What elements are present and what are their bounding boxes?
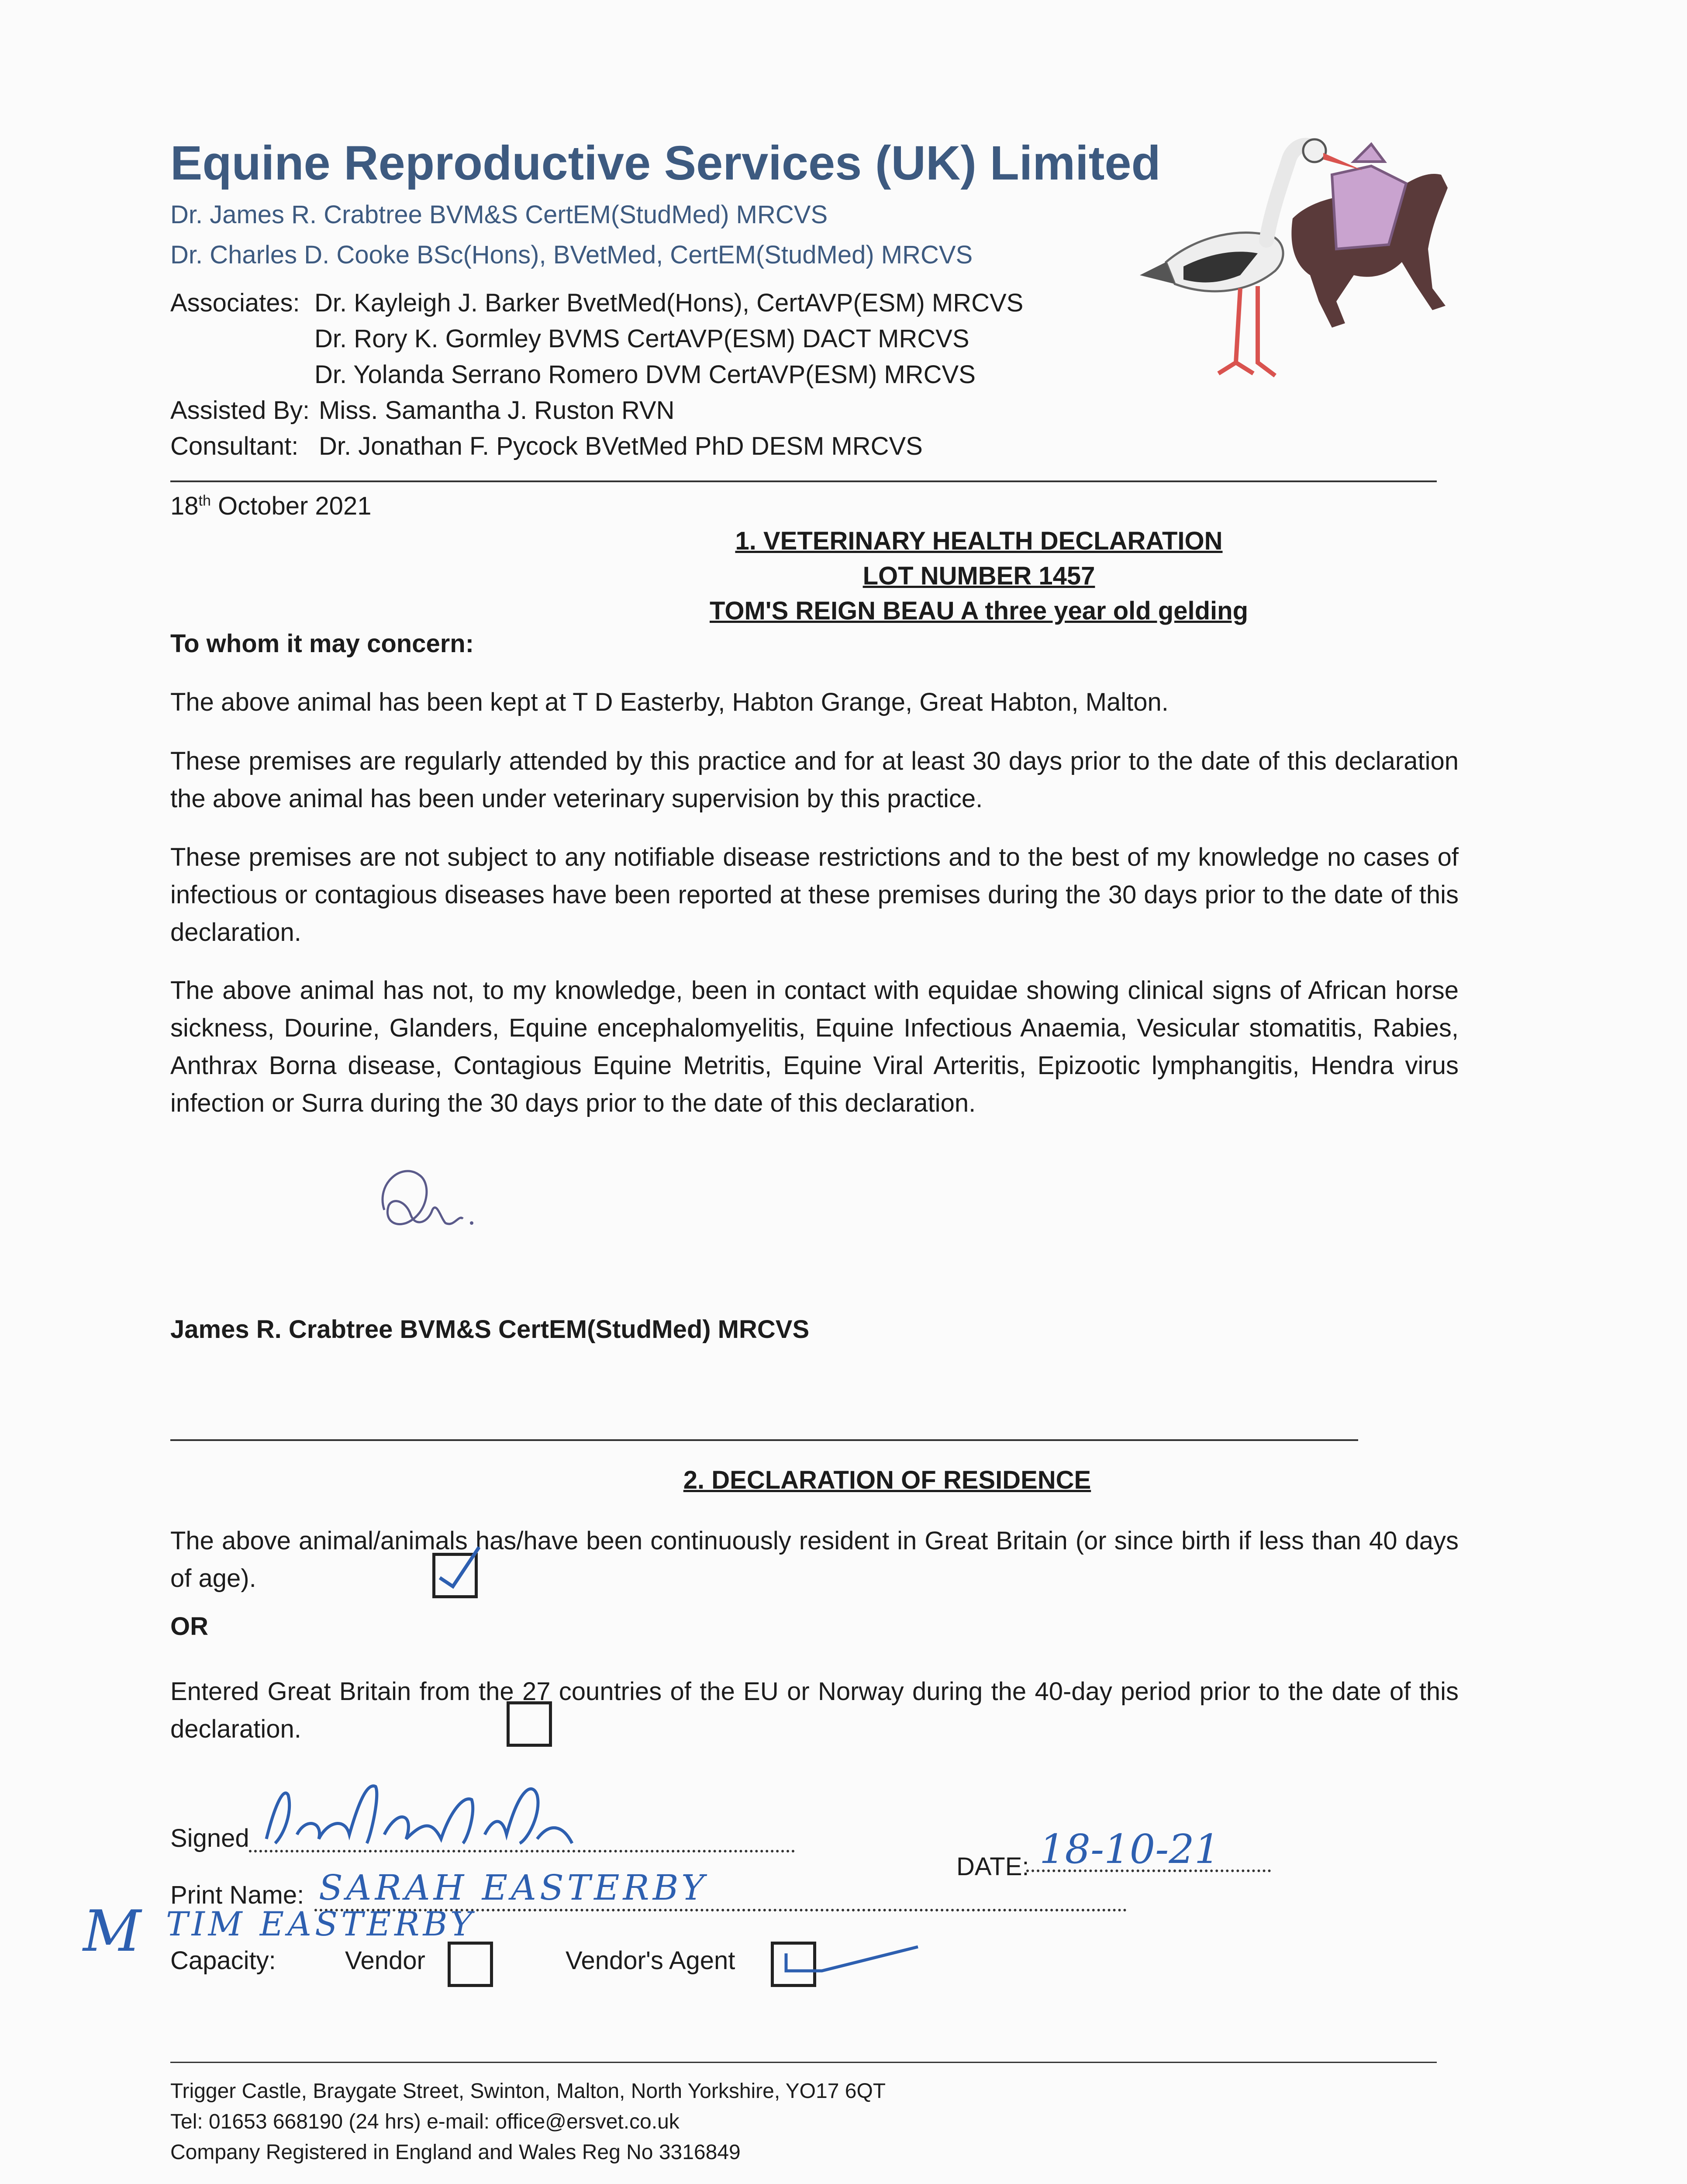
associate-1: Dr. Kayleigh J. Barker BvetMed(Hons), CertAVP(ESM) MRCVS bbox=[314, 289, 1024, 317]
agent-label: Vendor's Agent bbox=[566, 1946, 735, 1975]
vendor-checkbox[interactable] bbox=[448, 1942, 493, 1987]
alt-name-prefix: M bbox=[83, 1898, 141, 1964]
stork-horse-logo bbox=[1127, 118, 1450, 384]
residence-checkbox-2[interactable] bbox=[507, 1701, 552, 1747]
paragraph-4: The above animal has not, to my knowledge, been in contact with equidae showing clinical signs of African horse sickness, Dourine, Glanders, Equine encephalomyelitis, Equine Infectious Anaemia, Vesicular stomatitis, Rabies, Anthrax Borna disease, Contagious Equine Metritis, Equine Viral Arteritis, Epizootic lymphangitis, Hendra virus infection or Surra during the 30 days prior to the date of this declaration. bbox=[170, 976, 1459, 1117]
residence-option-1: The above animal/animals has/have been continuously resident in Great Britain (or since birth if less than 40 days of age). bbox=[170, 1527, 1459, 1593]
company-name: Equine Reproductive Services (UK) Limited bbox=[170, 136, 1161, 190]
section2-title: 2. DECLARATION OF RESIDENCE bbox=[683, 1466, 1091, 1494]
date-label: DATE: bbox=[956, 1852, 1029, 1881]
print-name-handwritten: SARAH EASTERBY bbox=[319, 1867, 708, 1908]
vendor-signature bbox=[258, 1769, 590, 1856]
horse-name: TOM'S REIGN BEAU A three year old gelding bbox=[709, 597, 1249, 625]
footer-divider bbox=[170, 2062, 1437, 2063]
consultant-label: Consultant: bbox=[170, 432, 299, 460]
consultant-name: Dr. Jonathan F. Pycock BVetMed PhD DESM MRCVS bbox=[319, 432, 923, 460]
principal-2: Dr. Charles D. Cooke BSc(Hons), BVetMed, CertEM(StudMed) MRCVS bbox=[170, 241, 973, 269]
salutation: To whom it may concern: bbox=[170, 629, 474, 658]
date-handwritten: 18-10-21 bbox=[1039, 1826, 1220, 1873]
capacity-label: Capacity: bbox=[170, 1946, 276, 1975]
or-label: OR bbox=[170, 1612, 208, 1641]
agent-checkbox[interactable] bbox=[771, 1942, 816, 1987]
assisted-label: Assisted By: bbox=[170, 396, 310, 425]
assisted-name: Miss. Samantha J. Ruston RVN bbox=[319, 396, 675, 425]
residence-option-2: Entered Great Britain from the 27 countries of the EU or Norway during the 40-day period prior to the date of this declaration. bbox=[170, 1677, 1459, 1743]
section-divider bbox=[170, 1439, 1358, 1441]
footer-registration: Company Registered in England and Wales Reg No 3316849 bbox=[170, 2141, 741, 2164]
residence-checkbox-1[interactable] bbox=[432, 1553, 478, 1598]
alt-name-handwritten: TIM EASTERBY bbox=[166, 1904, 476, 1943]
footer-address: Trigger Castle, Braygate Street, Swinton, Malton, North Yorkshire, YO17 6QT bbox=[170, 2080, 886, 2103]
section1-title: 1. VETERINARY HEALTH DECLARATION bbox=[735, 527, 1223, 555]
lot-number: LOT NUMBER 1457 bbox=[862, 562, 1095, 590]
associates-label: Associates: bbox=[170, 289, 300, 317]
signed-label: Signed bbox=[170, 1824, 249, 1852]
associate-2: Dr. Rory K. Gormley BVMS CertAVP(ESM) DACT MRCVS bbox=[314, 325, 969, 353]
associate-3: Dr. Yolanda Serrano Romero DVM CertAVP(ESM) MRCVS bbox=[314, 360, 976, 389]
document-date: 18th October 2021 bbox=[170, 492, 372, 520]
principal-1: Dr. James R. Crabtree BVM&S CertEM(StudMed) MRCVS bbox=[170, 200, 828, 229]
paragraph-1: The above animal has been kept at T D Easterby, Habton Grange, Great Habton, Malton. bbox=[170, 688, 1169, 716]
print-name-label: Print Name: bbox=[170, 1881, 304, 1909]
paragraph-2: These premises are regularly attended by this practice and for at least 30 days prior to the date of this declaration the above animal has been under veterinary supervision by this practice. bbox=[170, 747, 1459, 813]
signatory-name: James R. Crabtree BVM&S CertEM(StudMed) MRCVS bbox=[170, 1315, 810, 1344]
footer-contact: Tel: 01653 668190 (24 hrs) e-mail: office@ersvet.co.uk bbox=[170, 2110, 680, 2133]
letterhead-divider bbox=[170, 480, 1437, 482]
vendor-label: Vendor bbox=[345, 1946, 425, 1975]
vet-signature bbox=[367, 1158, 480, 1245]
paragraph-3: These premises are not subject to any notifiable disease restrictions and to the best of my knowledge no cases of infectious or contagious diseases have been reported at these premises during the 30 days prior to the date of this declaration. bbox=[170, 843, 1459, 947]
